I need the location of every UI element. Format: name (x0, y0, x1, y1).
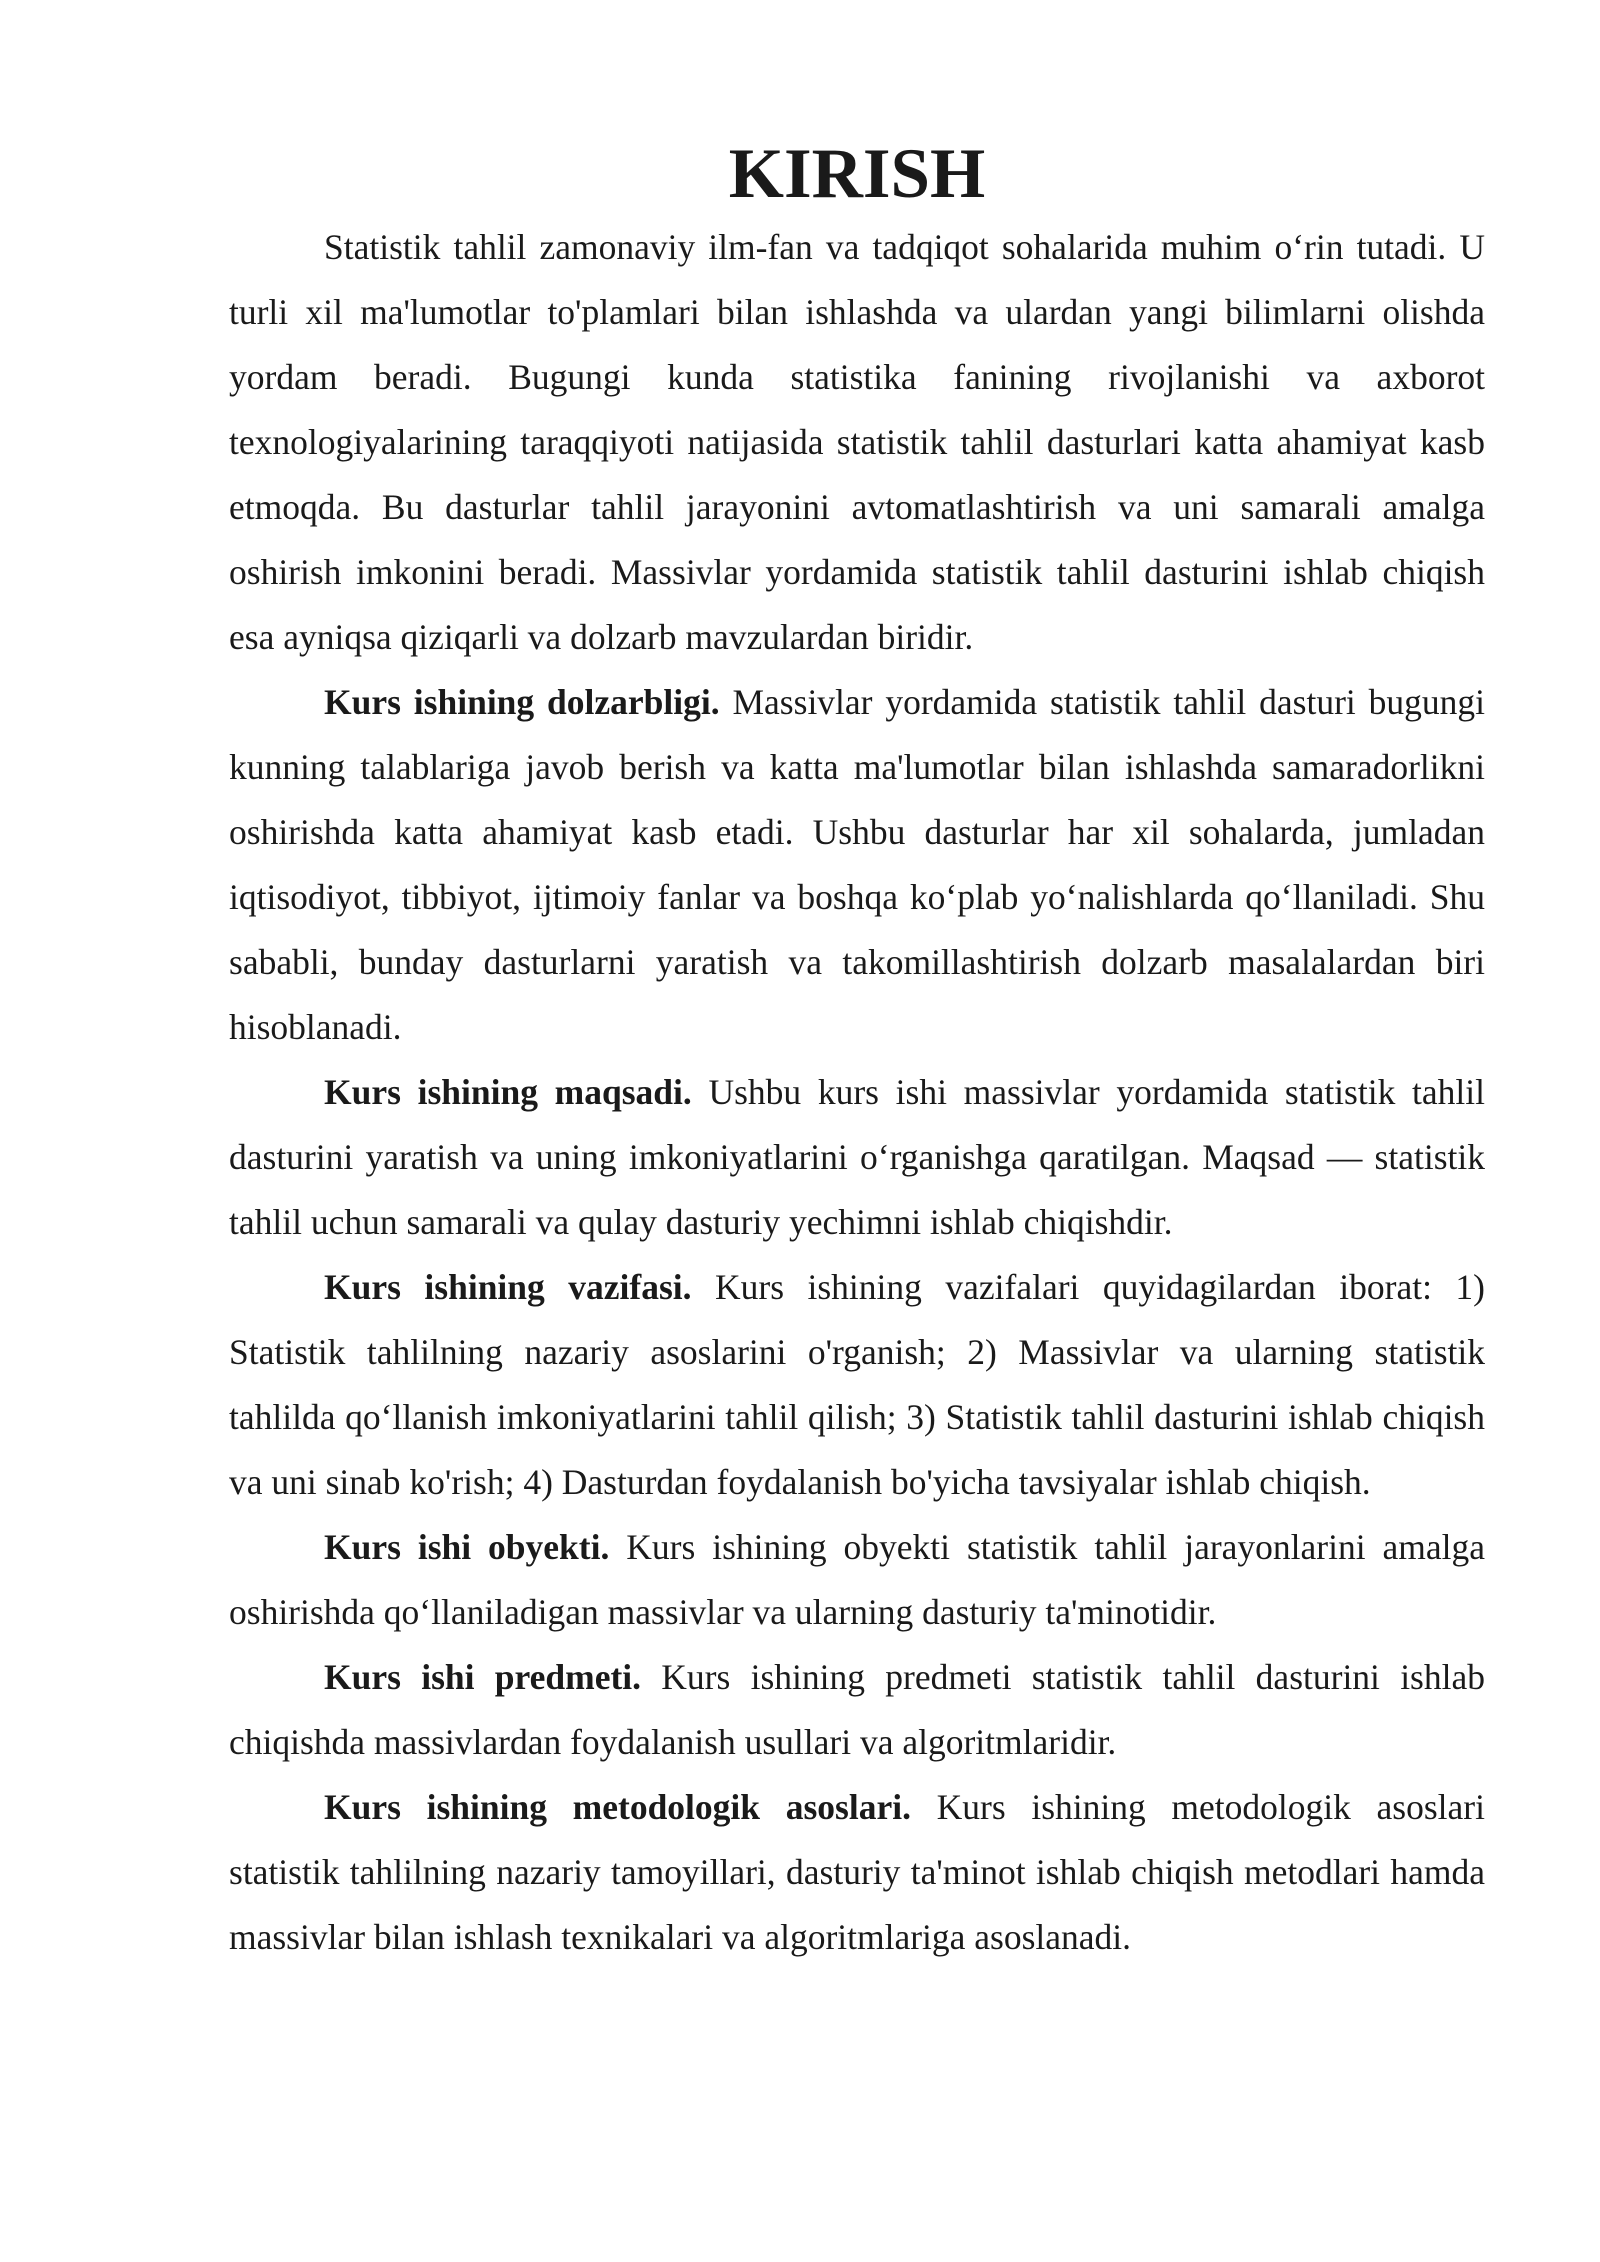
paragraph-heading: Kurs ishining vazifasi. (324, 1267, 692, 1307)
paragraph-text: Massivlar yordamida statistik tahlil dasturi bugungi kunning talablariga javob berish va katta ma'lumotlar bilan ishlashda samaradorlikni oshirishda katta ahamiyat kasb etadi. Ushbu dasturlar har xil sohalarda, jumladan iqtisodiyot, tibbiyot, ijtimoiy fanlar va boshqa ko‘plab yo‘nalishlarda qo‘llaniladi. Shu sababli, bunday dasturlarni yaratish va takomillashtirish dolzarb masalalardan biri hisoblanadi. (229, 682, 1486, 1047)
paragraph-object (229, 1515, 1485, 1645)
paragraph-text: Kurs ishining metodologik asoslari statistik tahlilning nazariy tamoyillari, dasturiy ta'minot ishlab chiqish metodlari hamda massivlar bilan ishlash texnikalari va algoritmlariga asoslanadi. (229, 1787, 1485, 1957)
paragraph-subject (229, 1645, 1485, 1775)
paragraph-text: Kurs ishining predmeti statistik tahlil dasturini ishlab chiqishda massivlardan foydalanish usullari va algoritmlaridir. (229, 1657, 1485, 1762)
paragraph-heading: Kurs ishining dolzarbligi. (324, 682, 720, 722)
paragraph-methodology (229, 1775, 1485, 1970)
paragraph-text: Kurs ishining obyekti statistik tahlil jarayonlarini amalga oshirishda qo‘llaniladigan massivlar va ularning dasturiy ta'minotidir. (229, 1527, 1485, 1632)
paragraph-text: Statistik tahlil zamonaviy ilm-fan va tadqiqot sohalarida muhim o‘rin tutadi. U turli xil ma'lumotlar to'plamlari bilan ishlashda va ulardan yangi bilimlarni olishda yordam beradi. Bugungi kunda statistika fanining rivojlanishi va axborot texnologiyalarining taraqqiyoti natijasida statistik tahlil dasturlari katta ahamiyat kasb etmoqda. Bu dasturlar tahlil jarayonini avtomatlashtirish va uni samarali amalga oshirish imkonini beradi. Massivlar yordamida statistik tahlil dasturini ishlab chiqish esa ayniqsa qiziqarli va dolzarb mavzulardan biridir. (229, 227, 1485, 657)
paragraph-heading: Kurs ishining metodologik asoslari. (324, 1787, 911, 1827)
page-title: KIRISH (728, 135, 986, 213)
paragraph-relevance (229, 670, 1485, 1060)
paragraph-text: Ushbu kurs ishi massivlar yordamida statistik tahlil dasturini yaratish va uning imkoniyatlarini o‘rganishga qaratilgan. Maqsad — statistik tahlil uchun samarali va qulay dasturiy yechimni ishlab chiqishdir. (229, 1072, 1485, 1242)
document-page (229, 135, 1486, 1970)
paragraph-goal (229, 1060, 1485, 1255)
paragraph-heading: Kurs ishining maqsadi. (324, 1072, 692, 1112)
paragraph-intro (229, 215, 1485, 670)
paragraph-heading: Kurs ishi obyekti. (324, 1527, 610, 1567)
paragraph-heading: Kurs ishi predmeti. (324, 1657, 642, 1697)
paragraph-tasks (229, 1255, 1485, 1515)
paragraph-text: Kurs ishining vazifalari quyidagilardan iborat: 1) Statistik tahlilning nazariy asoslarini o'rganish; 2) Massivlar va ularning statistik tahlilda qo‘llanish imkoniyatlarini tahlil qilish; 3) Statistik tahlil dasturini ishlab chiqish va uni sinab ko'rish; 4) Dasturdan foydalanish bo'yicha tavsiyalar ishlab chiqish. (229, 1267, 1485, 1502)
